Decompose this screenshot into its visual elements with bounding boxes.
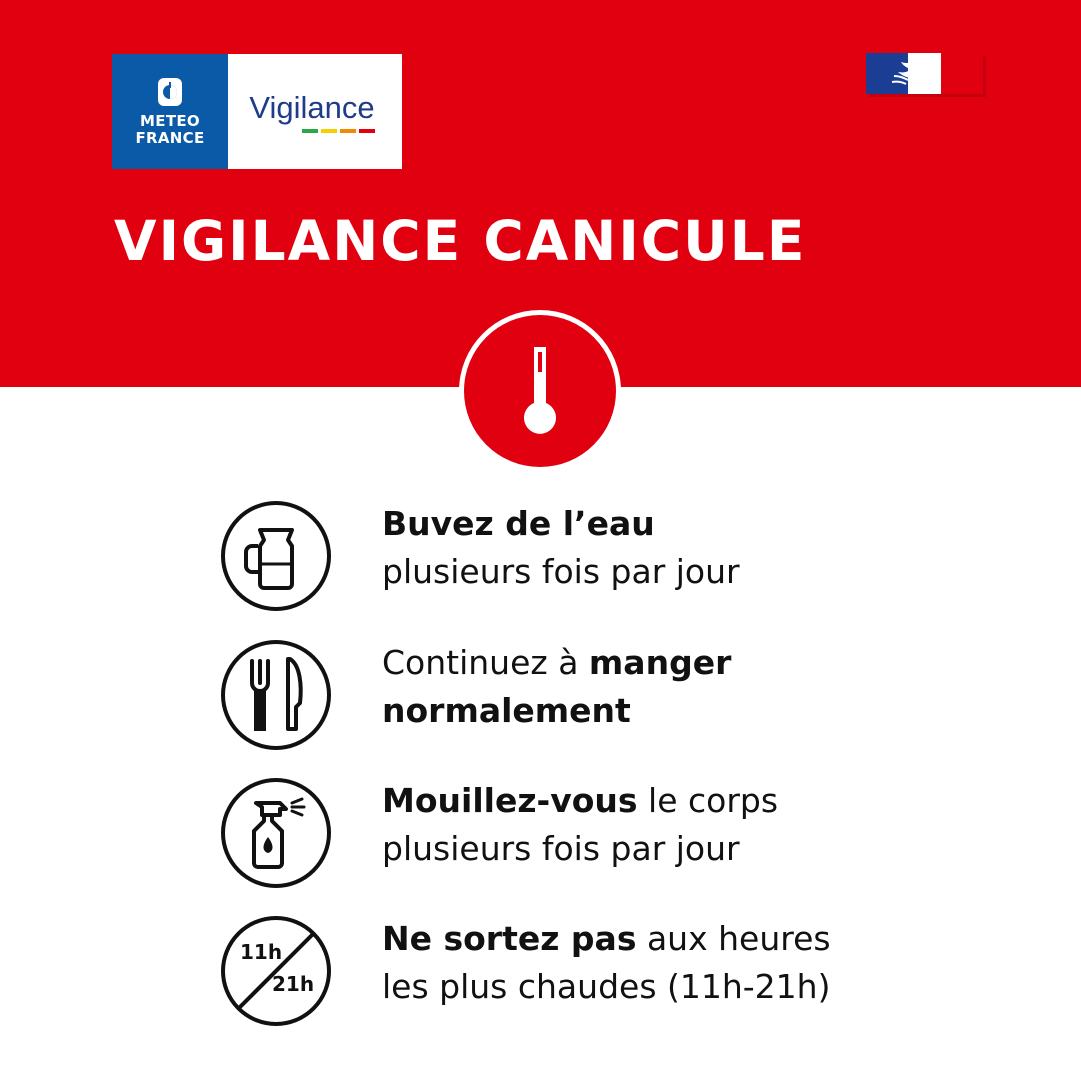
- advice-line-1: [382, 777, 982, 825]
- advice-drink-water: [220, 500, 980, 615]
- level-bar-orange: [340, 129, 356, 133]
- france-label: FRANCE: [135, 128, 205, 147]
- thermometer-circle: [464, 315, 616, 467]
- advice-line-2: plusieurs fois par jour: [382, 829, 740, 868]
- advice-bold: Ne sortez pas: [382, 919, 637, 958]
- level-bar-green: [302, 129, 318, 133]
- advice-bold: Mouillez-vous: [382, 781, 638, 820]
- meteo-label: METEO: [140, 111, 200, 130]
- fork-knife-icon: [220, 639, 332, 751]
- meteo-france-block: [112, 54, 228, 169]
- vigilance-level-bars: [302, 129, 375, 133]
- icon-label-11h: 11h: [240, 940, 283, 964]
- advice-line-2: les plus chaudes (11h-21h): [382, 967, 831, 1006]
- vigilance-block: [228, 54, 402, 169]
- page-title: VIGILANCE CANICULE: [114, 209, 807, 273]
- advice-text: [382, 777, 982, 873]
- advice-normal: aux heures: [636, 919, 831, 958]
- marianne-flag: [866, 53, 983, 94]
- spray-bottle-icon: [220, 777, 332, 889]
- thermometer-badge: [459, 310, 621, 472]
- advice-line-1: [382, 639, 982, 687]
- advice-stay-inside: [220, 915, 980, 1030]
- advice-line-2: plusieurs fois par jour: [382, 552, 740, 591]
- advice-bold-2: normalement: [382, 691, 631, 730]
- advice-bold: Buvez de l’eau: [382, 504, 655, 543]
- advice-text: [382, 500, 982, 596]
- advice-normal: le corps: [637, 781, 779, 820]
- icon-label-21h: 21h: [272, 972, 315, 996]
- level-bar-yellow: [321, 129, 337, 133]
- advice-normal: Continuez à: [382, 643, 589, 682]
- marianne-flag-icon: [890, 54, 950, 94]
- advice-eat-normally: [220, 639, 980, 754]
- advice-wet-body: [220, 777, 980, 892]
- meteo-france-vigilance-logo: [112, 54, 402, 169]
- thermometer-icon: [464, 315, 616, 467]
- water-jug-icon: [220, 500, 332, 612]
- advice-line-2: [382, 687, 982, 735]
- advice-line-1: [382, 915, 982, 963]
- advice-line-1: [382, 500, 982, 548]
- no-outdoor-hours-icon: [220, 915, 332, 1027]
- level-bar-red: [359, 129, 375, 133]
- advice-bold: manger: [588, 643, 732, 682]
- vigilance-label: Vigilance: [249, 89, 375, 125]
- advice-text: [382, 639, 982, 735]
- advice-text: [382, 915, 982, 1011]
- meteo-france-emblem-icon: [157, 77, 183, 107]
